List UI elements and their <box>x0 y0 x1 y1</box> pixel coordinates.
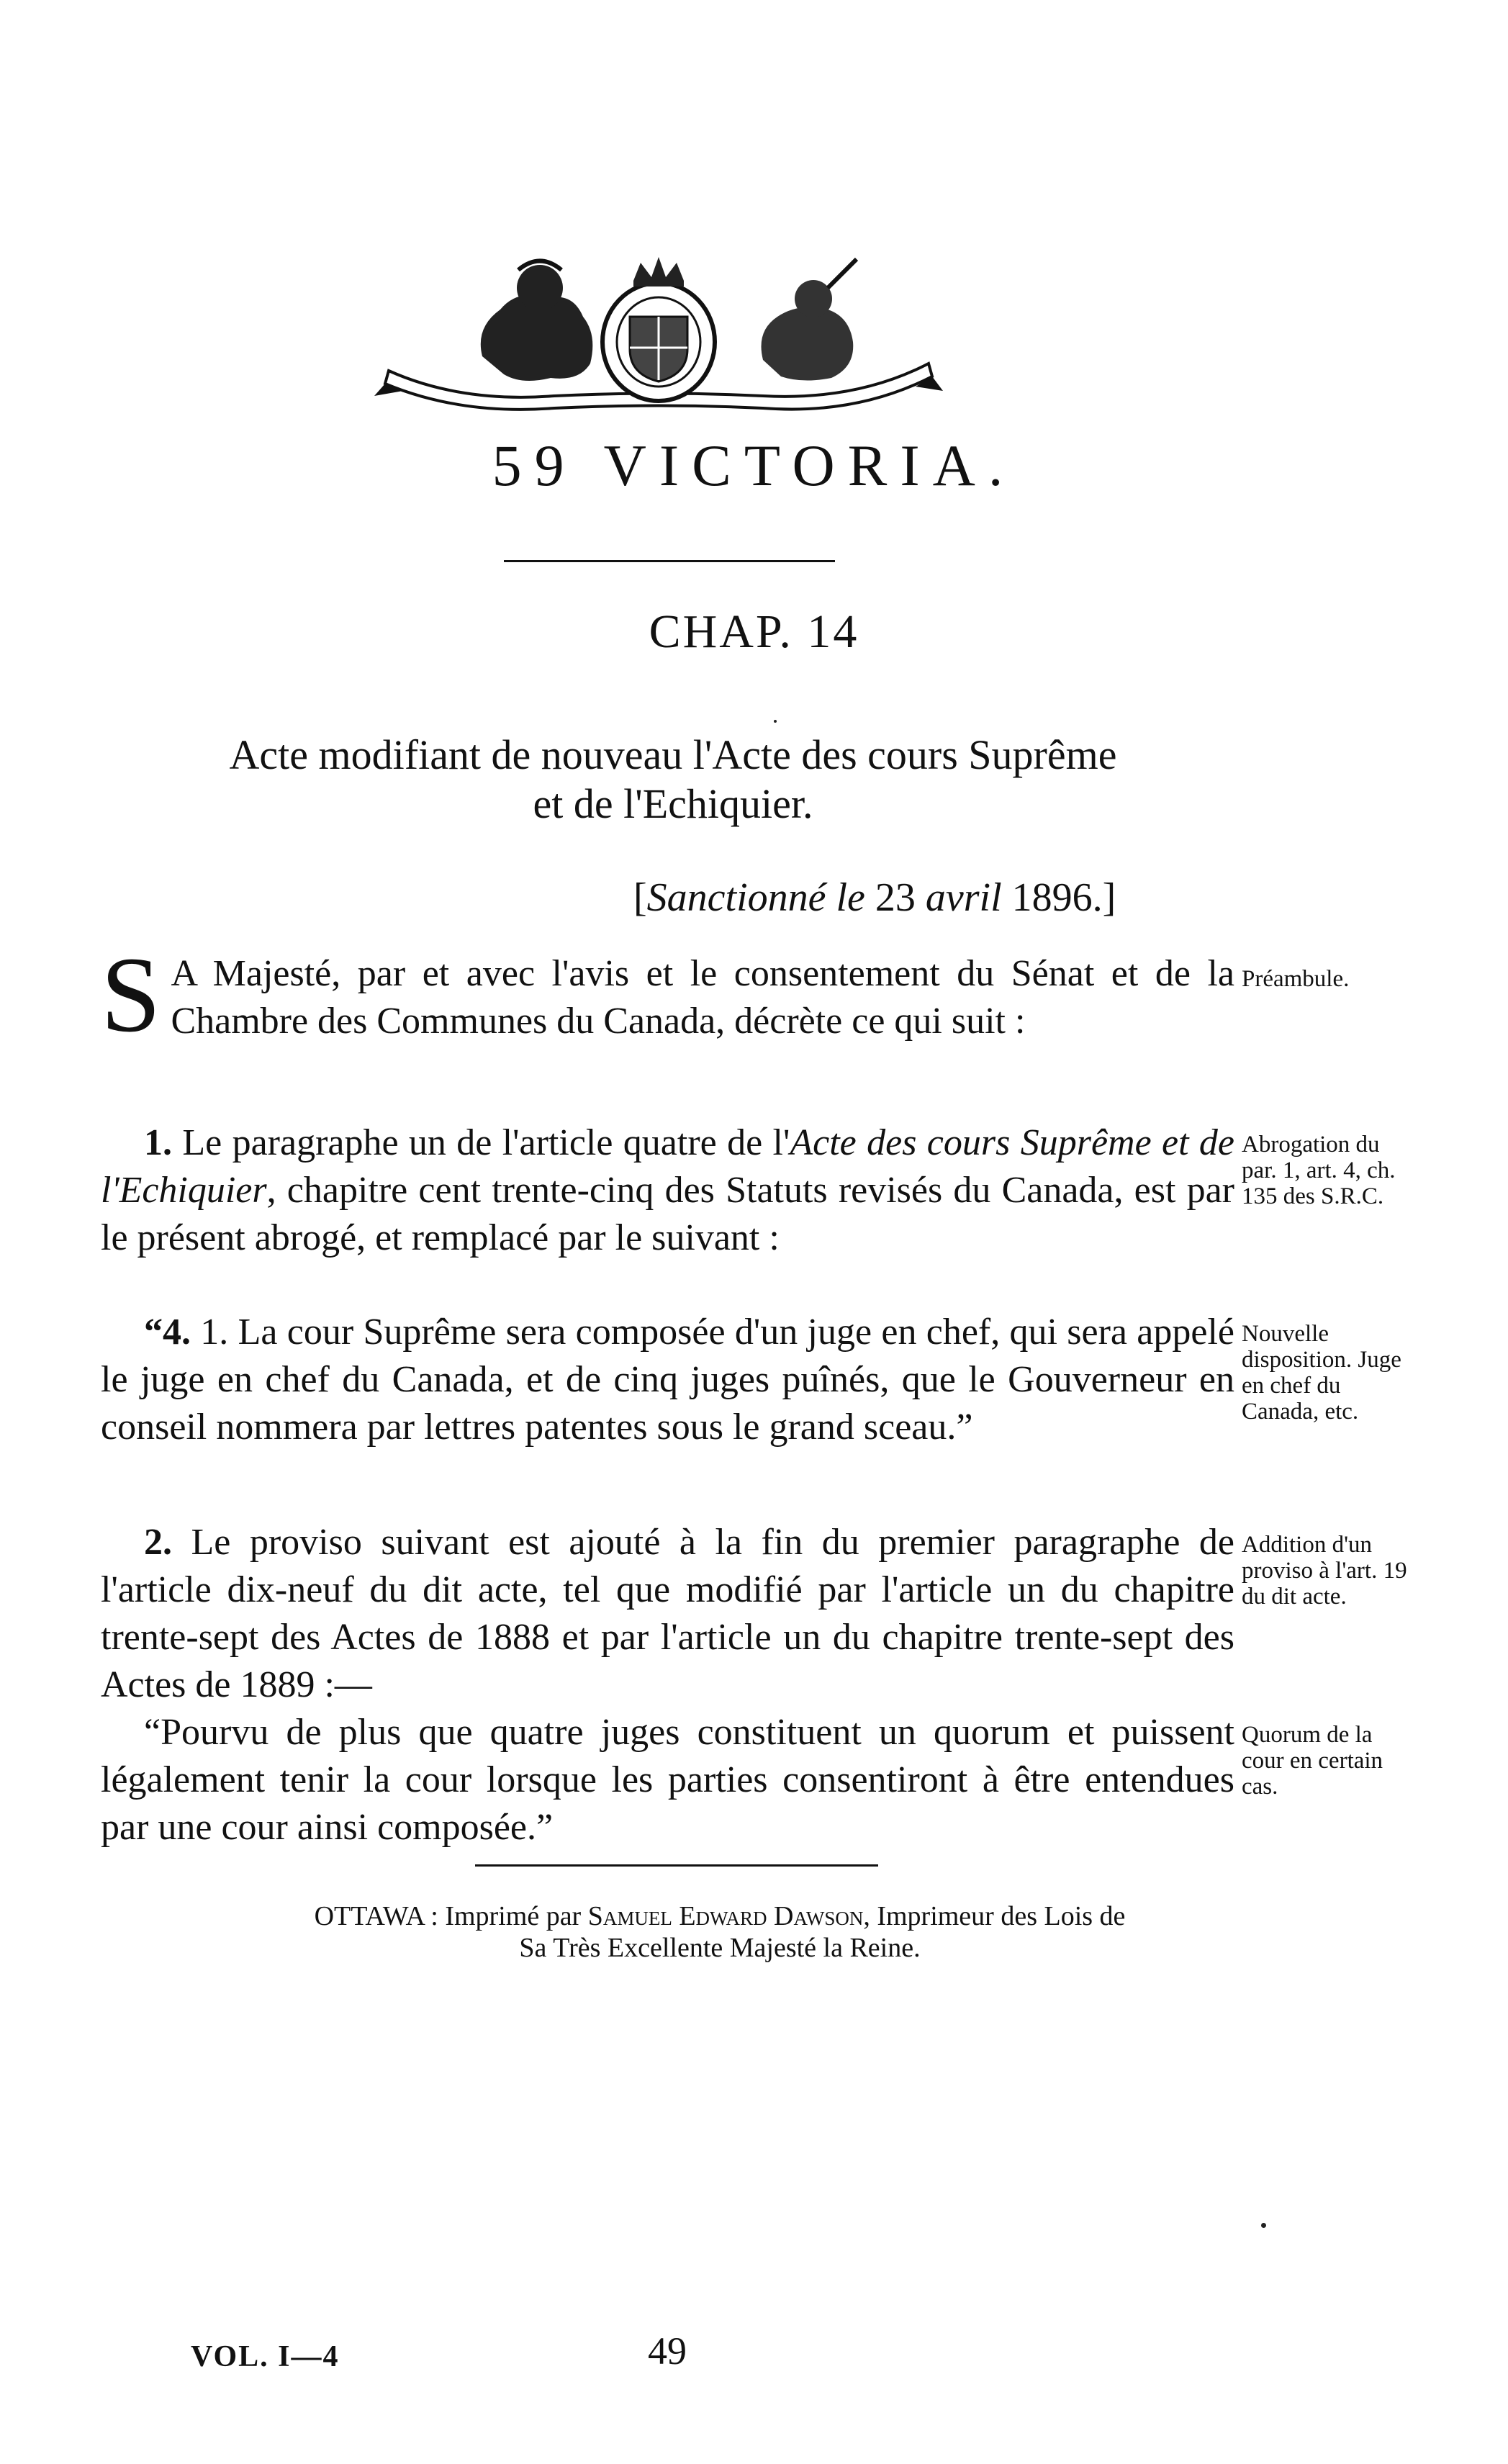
act-title-line1: Acte modifiant de nouveau l'Acte des cours Suprême <box>229 731 1117 778</box>
preamble-paragraph <box>101 935 1234 1055</box>
imprint-prefix: OTTAWA : Imprimé par <box>314 1901 588 1931</box>
imprint-suffix: , Imprimeur des Lois de <box>863 1901 1126 1931</box>
sanction-month: avril <box>925 875 1002 920</box>
dropcap-letter: S <box>101 935 161 1055</box>
margin-note-abrogation: Abrogation du par. 1, art. 4, ch. 135 des S.R.C. <box>1242 1132 1396 1209</box>
statute-title: 59 VICTORIA. <box>492 433 1016 498</box>
proviso-text: “Pourvu de plus que quatre juges constituent un quorum et puissent légalement tenir la cour lorsque les parties consentiront à être entendues par une cour ainsi composée.” <box>101 1712 1234 1848</box>
printer-name: Samuel Edward Dawson <box>587 1901 864 1931</box>
quote-section-number: “4. <box>144 1312 191 1353</box>
section-1-paragraph <box>101 1119 1234 1262</box>
margin-note-quorum: Quorum de la cour en certain cas. <box>1242 1722 1383 1800</box>
section-2-number: 2. <box>144 1522 172 1563</box>
act-title-line2: et de l'Echiquier. <box>533 780 813 827</box>
speck <box>774 720 777 723</box>
royal-coat-of-arms-icon <box>374 248 943 418</box>
sanction-date <box>633 875 1116 921</box>
sanction-bracket: [ <box>633 875 647 920</box>
section-1-quote <box>101 1309 1234 1451</box>
quote-text: 1. La cour Suprême sera composée d'un juge en chef, qui sera appelé le juge en chef du Canada, et de cinq juges puînés, que le Gouverneur en conseil nommera par lettres patentes sous le grand sceau.” <box>101 1312 1234 1448</box>
printer-signature: VOL. I—4 <box>191 2340 340 2373</box>
section-1-text-pre: Le paragraphe un de l'article quatre de l' <box>182 1122 790 1163</box>
sanction-year: 1896.] <box>1011 875 1116 920</box>
section-1-text-post: , chapitre cent trente-cinq des Statuts revisés du Canada, est par le présent abrogé, et remplacé par le suivant : <box>101 1170 1234 1258</box>
page-number: 49 <box>648 2329 687 2373</box>
section-1-number: 1. <box>144 1122 172 1163</box>
section-2-quote <box>101 1709 1234 1851</box>
imprint-line1 <box>101 1900 1339 1932</box>
margin-note-addition: Addition d'un proviso à l'art. 19 du dit acte. <box>1242 1532 1407 1610</box>
speck <box>1261 2223 1266 2228</box>
section-2-paragraph <box>101 1519 1234 1709</box>
imprint-divider <box>475 1864 878 1867</box>
margin-note-new-provision: Nouvelle disposition. Juge en chef du Canada, etc. <box>1242 1321 1401 1425</box>
title-divider <box>504 560 835 562</box>
act-title <box>101 731 1245 829</box>
sanction-day: 23 <box>875 875 916 920</box>
section-2-text: Le proviso suivant est ajouté à la fin du premier paragraphe de l'article dix-neuf du dit acte, tel que modifié par l'article un du chapitre trente-sept des Actes de 1888 et par l'article un du chapitre trente-sept des Actes de 1889 :— <box>101 1522 1235 1705</box>
chapter-heading: CHAP. 14 <box>649 605 859 658</box>
preamble-text: A Majesté, par et avec l'avis et le consentement du Sénat et de la Chambre des Communes du Canada, décrète ce qui suit : <box>171 953 1234 1042</box>
imprint-line2: Sa Très Excellente Majesté la Reine. <box>519 1933 921 1963</box>
printer-imprint <box>101 1900 1339 1964</box>
section-1-act-name: Acte des cours Suprême et de l'Echiquier <box>101 1122 1235 1211</box>
margin-note-preamble: Préambule. <box>1242 966 1350 992</box>
sanction-label: Sanctionné le <box>646 875 865 920</box>
